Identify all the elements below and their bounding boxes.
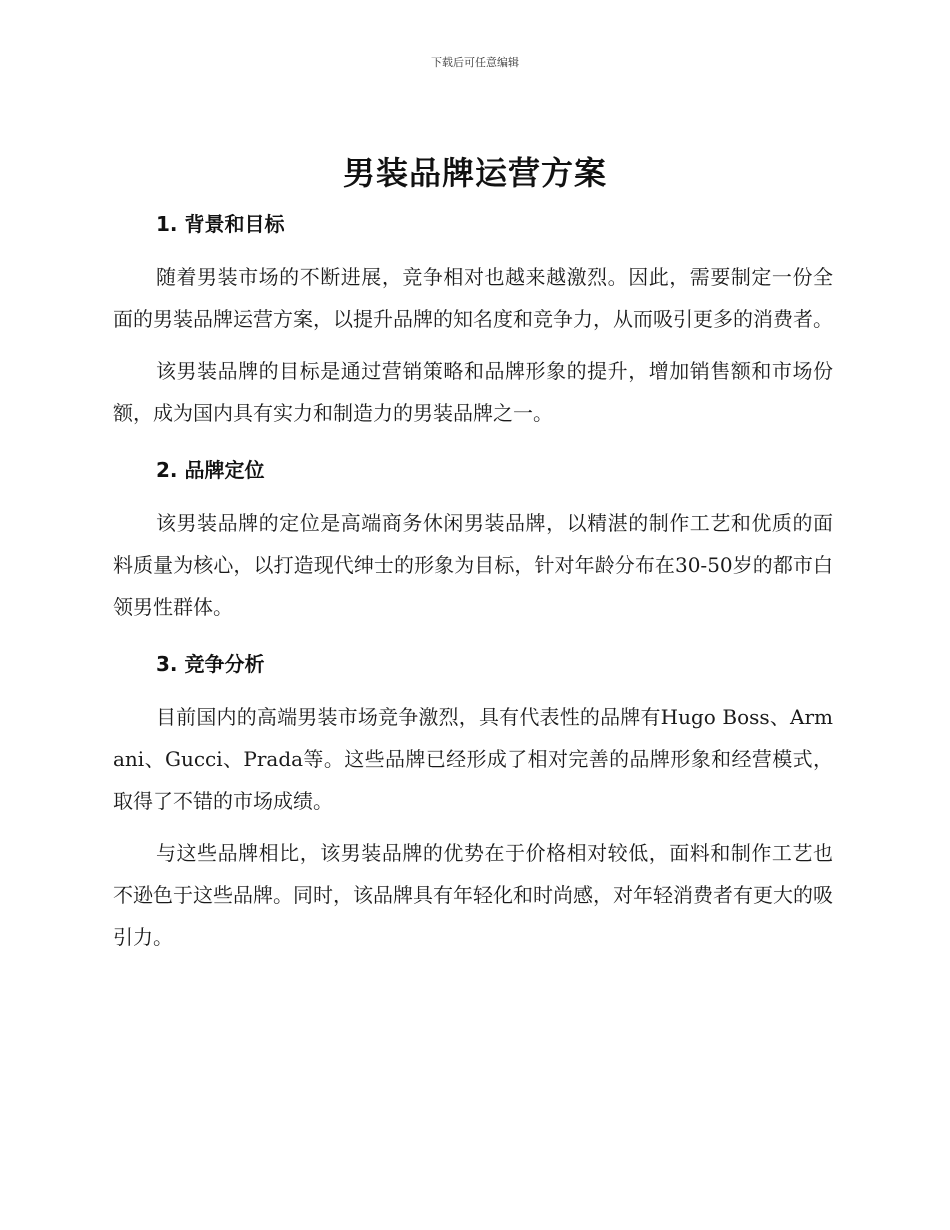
paragraph: 与这些品牌相比，该男装品牌的优势在于价格相对较低，面料和制作工艺也不逊色于这些品牌。同时，该品牌具有年轻化和时尚感，对年轻消费者有更大的吸引力。 (113, 841, 833, 949)
section-heading: 1. 背景和目标 (156, 212, 285, 236)
section-brand-positioning (113, 450, 833, 628)
paragraph: 该男装品牌的目标是通过营销策略和品牌形象的提升，增加销售额和市场份额，成为国内具有实力和制造力的男装品牌之一。 (113, 359, 833, 425)
section-background-goals (113, 204, 833, 434)
header-note: 下载后可任意编辑 (431, 56, 519, 69)
document-title: 男装品牌运营方案 (342, 154, 607, 192)
section-heading: 2. 品牌定位 (156, 458, 265, 482)
document-body (113, 200, 833, 958)
paragraph: 随着男装市场的不断进展，竞争相对也越来越激烈。因此，需要制定一份全面的男装品牌运营方案，以提升品牌的知名度和竞争力，从而吸引更多的消费者。 (113, 265, 833, 331)
section-competition-analysis (113, 644, 833, 958)
section-heading: 3. 竞争分析 (156, 652, 265, 676)
paragraph: 目前国内的高端男装市场竞争激烈，具有代表性的品牌有Hugo Boss、Armani、Gucci、Prada等。这些品牌已经形成了相对完善的品牌形象和经营模式，取得了不错的市场成绩。 (113, 705, 833, 813)
paragraph: 该男装品牌的定位是高端商务休闲男装品牌，以精湛的制作工艺和优质的面料质量为核心，以打造现代绅士的形象为目标，针对年龄分布在30-50岁的都市白领男性群体。 (113, 511, 833, 619)
